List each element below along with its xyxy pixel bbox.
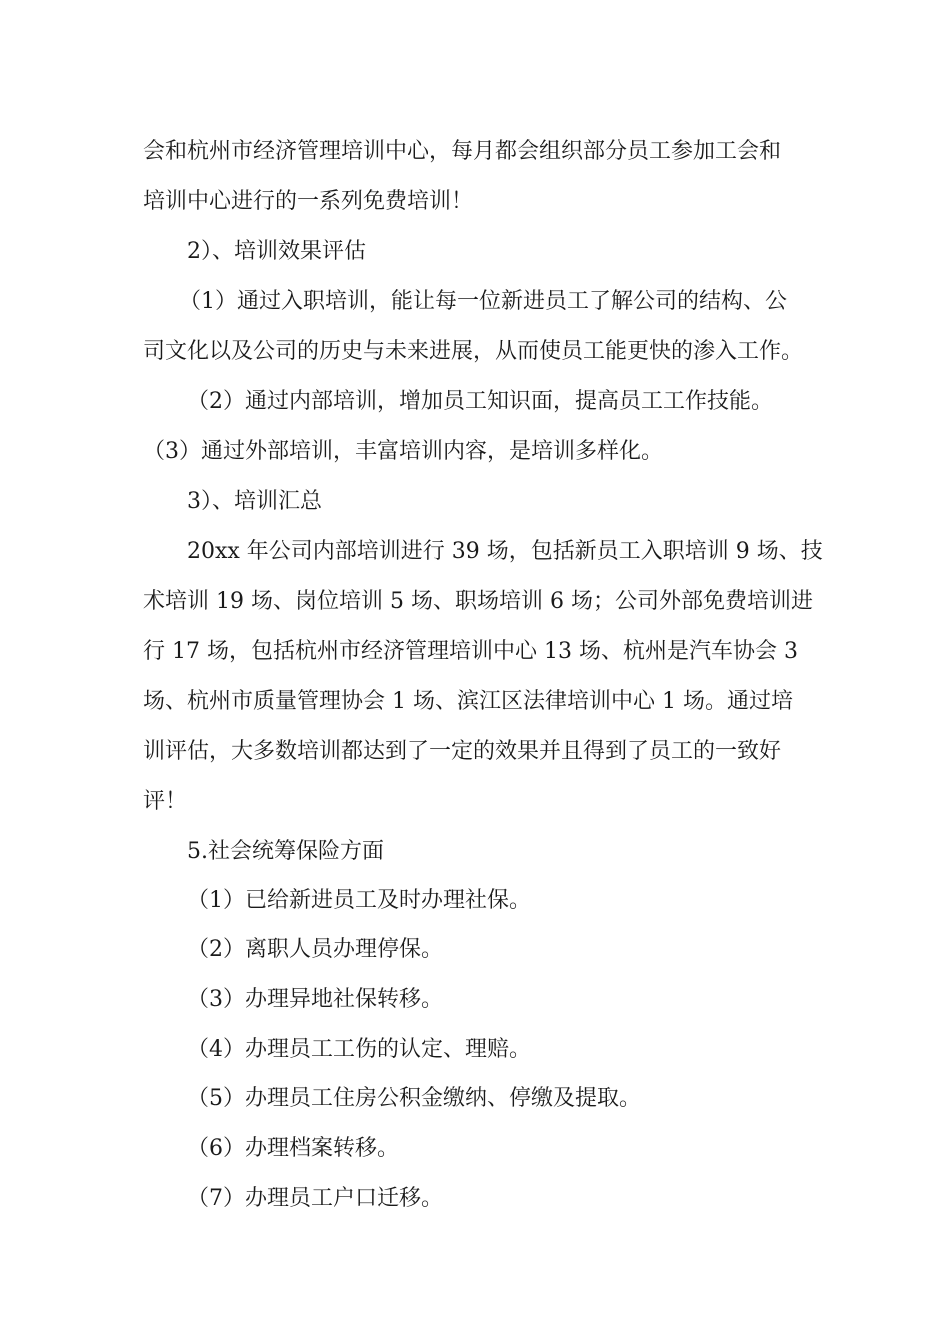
text-line: 司文化以及公司的历史与未来进展，从而使员工能更快的渗入工作。	[143, 339, 804, 364]
list-item: （7）办理员工户口迁移。	[187, 1186, 443, 1211]
text-line: 训评估，大多数培训都达到了一定的效果并且得到了员工的一致好	[143, 739, 782, 764]
list-item: （4）办理员工工伤的认定、理赔。	[187, 1037, 531, 1062]
section-heading: 3）、培训汇总	[187, 489, 322, 514]
section-heading: 5.社会统筹保险方面	[187, 839, 384, 864]
text-line: 会和杭州市经济管理培训中心，每月都会组织部分员工参加工会和	[143, 139, 782, 164]
text-line: 术培训 19 场、岗位培训 5 场、职场培训 6 场；公司外部免费培训进	[143, 589, 813, 614]
section-heading: 2）、培训效果评估	[187, 239, 366, 264]
list-item: （2）离职人员办理停保。	[187, 937, 443, 962]
text-line: （3）通过外部培训，丰富培训内容，是培训多样化。	[143, 439, 663, 464]
list-item: （6）办理档案转移。	[187, 1136, 399, 1161]
text-line: 培训中心进行的一系列免费培训！	[143, 189, 474, 214]
text-line: 行 17 场，包括杭州市经济管理培训中心 13 场、杭州是汽车协会 3	[143, 639, 798, 664]
list-item: （3）办理异地社保转移。	[187, 987, 443, 1012]
text-line: 场、杭州市质量管理协会 1 场、滨江区法律培训中心 1 场。通过培	[143, 689, 793, 714]
text-line: （2）通过内部培训，增加员工知识面，提高员工工作技能。	[187, 389, 773, 414]
text-line: （1）通过入职培训，能让每一位新进员工了解公司的结构、公	[179, 289, 787, 314]
text-line: 20xx 年公司内部培训进行 39 场，包括新员工入职培训 9 场、技	[187, 539, 823, 564]
text-line: 评！	[143, 789, 188, 814]
list-item: （5）办理员工住房公积金缴纳、停缴及提取。	[187, 1086, 641, 1111]
list-item: （1）已给新进员工及时办理社保。	[187, 888, 531, 913]
